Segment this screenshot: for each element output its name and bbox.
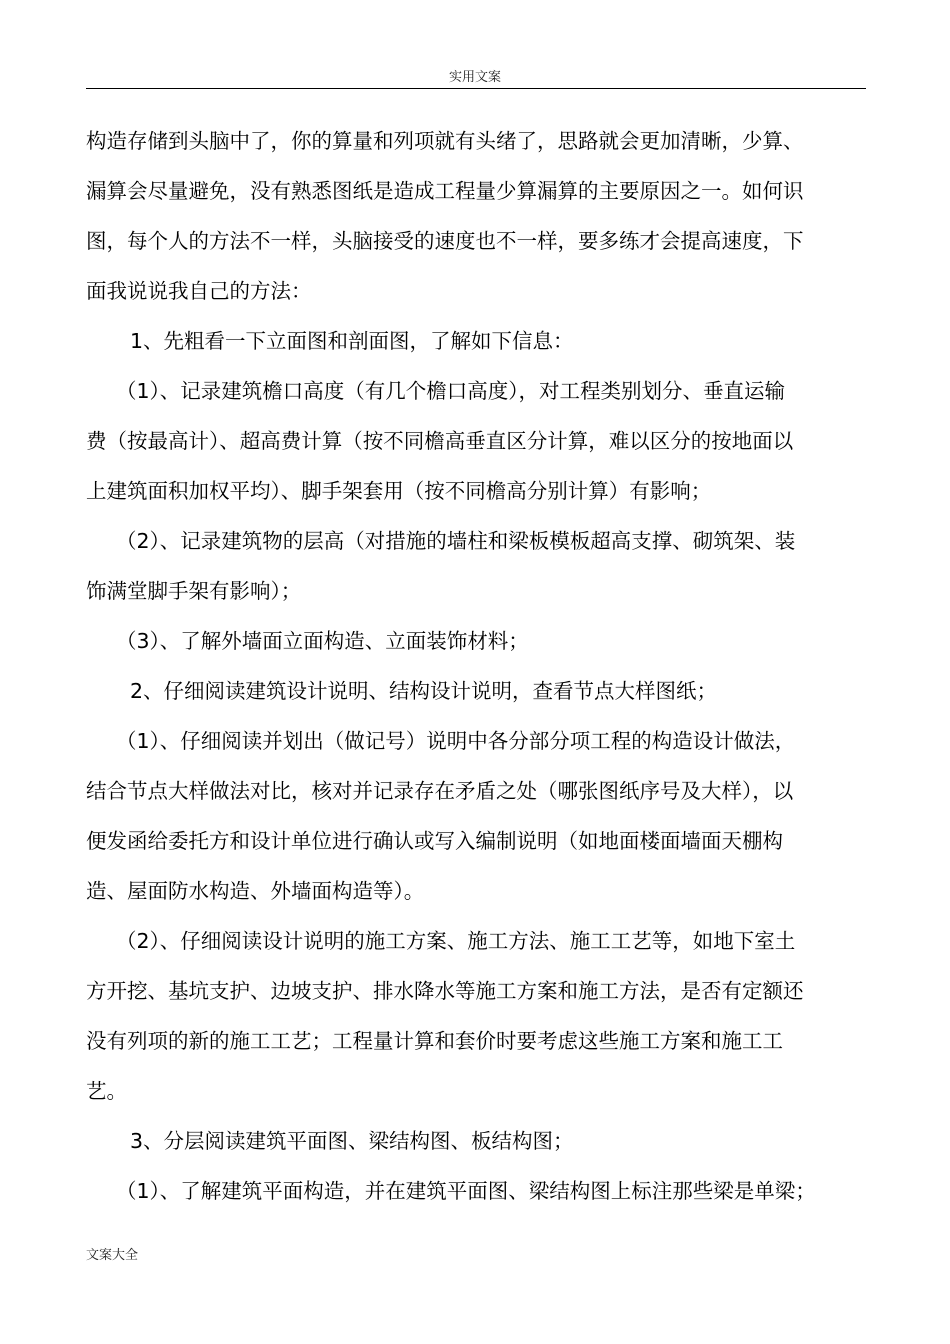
paragraph-line: 上建筑面积加权平均）、脚手架套用（按不同檐高分别计算）有影响； xyxy=(86,479,712,503)
page-header: 实用文案 xyxy=(448,70,501,85)
paragraph-line: 图，每个人的方法不一样，头脑接受的速度也不一样，要多练才会提高速度，下 xyxy=(86,229,804,253)
section-heading: 3、分层阅读建筑平面图、梁结构图、板结构图； xyxy=(130,1129,574,1153)
paragraph-line: （1）、记录建筑檐口高度（有几个檐口高度），对工程类别划分、垂直运输 xyxy=(116,379,786,403)
paragraph-line: （2）、仔细阅读设计说明的施工方案、施工方法、施工工艺等，如地下室土 xyxy=(116,929,796,953)
paragraph-line: 没有列项的新的施工工艺；工程量计算和套价时要考虑这些施工方案和施工工 xyxy=(86,1029,783,1053)
header-divider xyxy=(86,88,866,89)
paragraph-line: 漏算会尽量避免，没有熟悉图纸是造成工程量少算漏算的主要原因之一。如何识 xyxy=(86,179,804,203)
paragraph-line: （1）、了解建筑平面构造，并在建筑平面图、梁结构图上标注那些梁是单梁； xyxy=(116,1179,816,1203)
paragraph-line: 造、屋面防水构造、外墙面构造等）。 xyxy=(86,879,425,903)
paragraph-line: 面我说说我自己的方法： xyxy=(86,279,312,303)
paragraph-line: 构造存储到头脑中了，你的算量和列项就有头绪了，思路就会更加清晰，少算、 xyxy=(86,129,804,153)
paragraph-line: 饰满堂脚手架有影响）； xyxy=(86,579,302,603)
paragraph-line: （1）、仔细阅读并划出（做记号）说明中各分部分项工程的构造设计做法， xyxy=(116,729,796,753)
paragraph-line: （3）、了解外墙面立面构造、立面装饰材料； xyxy=(116,629,529,653)
section-heading: 2、仔细阅读建筑设计说明、结构设计说明，查看节点大样图纸； xyxy=(130,679,718,703)
paragraph-line: 便发函给委托方和设计单位进行确认或写入编制说明（如地面楼面墙面天棚构 xyxy=(86,829,783,853)
paragraph-line: 结合节点大样做法对比，核对并记录存在矛盾之处（哪张图纸序号及大样），以 xyxy=(86,779,794,803)
page-footer: 文案大全 xyxy=(86,1248,139,1263)
paragraph-line: 费（按最高计）、超高费计算（按不同檐高垂直区分计算，难以区分的按地面以 xyxy=(86,429,794,453)
document-body xyxy=(86,116,866,1216)
paragraph-line: 艺。 xyxy=(86,1079,127,1103)
paragraph-line: 方开挖、基坑支护、边坡支护、排水降水等施工方案和施工方法，是否有定额还 xyxy=(86,979,804,1003)
section-heading: 1、先粗看一下立面图和剖面图，了解如下信息： xyxy=(130,329,574,353)
paragraph-line: （2）、记录建筑物的层高（对措施的墙柱和梁板模板超高支撑、砌筑架、装 xyxy=(116,529,796,553)
